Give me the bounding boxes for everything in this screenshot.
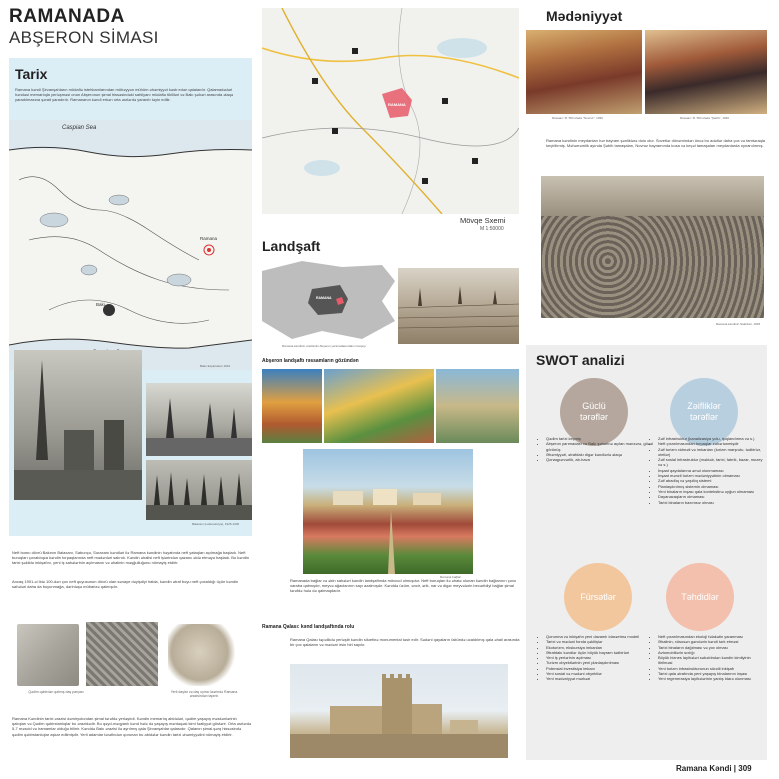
map-label-baku: Baki <box>96 302 105 307</box>
list-item: • Tarixi binaların dağılması və yox olması <box>658 645 766 650</box>
opportunities-list <box>540 634 656 682</box>
list-item: • Qorunma və inkişafın yeni davamlı idarəetmə modeli <box>546 634 656 639</box>
list-item: • İnşaat qaydalarına əməl olunmaması <box>658 468 766 473</box>
tarix-body-2: Ancaq 1901-ci ildə 100-dən çox neft quyusunun dövrü olan sənaye dəyişdiyi halda, kəndin ətraf boyu neft çoxaldığı üçün kəndin sahələri daha da boyunmağa, dərinləşə mübarizə qalmışdır. <box>12 579 239 590</box>
landsaft-body: Ramanada bağlar və əkin sahələri kəndin landşaftında mövcud olmuşdur. Neft buruqları ilə əhatə olunan kəndin bağlarının çoxu xaraba qalmışdır, meyvə ağaclarının sayı azalmışdır. Kənddə üzüm, əncir, ərik, nar və digər meyvələrin becərildiyi bağlar şimal tərəfdə hələ də qalmaqdadır. <box>290 578 517 594</box>
map-label-ramana: Ramana <box>200 236 218 241</box>
castle-body: Ramana Qalası təpəlikdə yerləşib kəndin siluetinə monumental təsir edir. Sədəni qayaların üstündə ucaldılmış qala əhali arasında bir çox qalaların və mədəni irsin biri sayılır. <box>290 637 520 648</box>
artifacts-body: Ramana Kəndinin tarixi ərazisi dəmiryolundan şimal tərəfdə yerləşirdi. Kəndin memarlıq abidələri, qədim yaşayış məskənlərinin qalıqları və Qədim qəbirstanlıqlar bu ərazidədir. Bu qəyd-məqyanlı kənd hələ də yaşayış məntəqəsi kimi fəaliyyət göstərir. Orta əsrlərdə 5-7 məscid və hamamlar olduğu bilinir. Kənddə Bakı ərazisi ilə ayrılmış qala Şirvanşahlar qalasıdır. Qalanın şimal-şərq hissəsində qədim qəbirstanlıqlar aşkar edilmişdir. Yerli adamlar tərəfindən qorunan bu abidələr kəndin tarixi əhəmiyyətini nümayiş etdirir. <box>12 716 252 737</box>
location-map-title: Mövqe Sxemi <box>460 216 506 225</box>
tarix-body: Neft bumu dövrü Bakının Balaxanı, Sabunçu, Suraxanı kəndləri ilə Ramana kəndinin həyatında neft yataqları açılmağa başladı. Neft buruqları çoxaldıqca kəndin torpaqlarında neft mədənləri salındı. Kəndin əhalisi neft işlərindən qazanc əldə etməyə başladı. Bu kəndin tarixi şəkildə inkişafını, yeni iş sahələrinin açılmasını və əhalinin məşğulluğunu nümayiş etdirir. <box>12 550 250 566</box>
location-map-scale: M 1:50000 <box>480 226 504 232</box>
list-item: • Neft çıxarılmasından torpaqlar zəhərlənmişdir <box>658 441 766 446</box>
list-item: • Zəif sosial infrastruktur (məktəb, tarixi, fabrik, bazar, muzey və s.) <box>658 457 766 468</box>
page-title: RAMANADA <box>9 6 125 27</box>
list-item: • Əhəmiyyəti, ətrafdakı digər kəndlərlə əlaqə <box>546 452 656 457</box>
map-label-sea-top: Caspian Sea <box>62 125 97 131</box>
opportunities-circle <box>564 563 632 631</box>
painting-gardens-caption: Ramana bağları <box>440 575 462 579</box>
opportunities-title: Fürsətlər <box>580 591 616 602</box>
strengths-title: Güclü tərəflər <box>579 401 608 422</box>
weaknesses-title: Zəifliklər tərəflər <box>687 401 721 422</box>
oil-photo-caption: Balaxanı (Laboratoriya), 1925-1930 <box>192 522 240 526</box>
list-item: • Neft çıxarılmasından ekoloji fəlakətin yaranması <box>658 634 766 639</box>
oil-derricks-photo-1 <box>146 383 252 456</box>
list-item: • Yeni sosial və mədəni obyektlər <box>546 671 656 676</box>
list-item: • Planlaşdırılmış sistemin olmaması <box>658 484 766 489</box>
list-item: • Tarixi və mədəni fonda çəkilişlər <box>546 639 656 644</box>
villagers-photo-caption: Ramana kəndinin Sakinləri, 1918 <box>715 322 760 326</box>
castle-heading: Ramana Qalası: kənd landşaftında rolu <box>262 624 355 630</box>
location-map-highlight-label: RAMANA <box>388 102 406 107</box>
list-item: • Yeni mədəniyyət mərkəzi <box>546 676 656 681</box>
page-subtitle: ABŞERON SİMASI <box>9 28 159 47</box>
stone-fragment-photo <box>17 624 79 686</box>
ramana-castle-photo <box>290 664 508 758</box>
list-item: • Zəif infrastruktur (kanalizasiya yolu, işıqlandırma və s.) <box>658 436 766 441</box>
list-item: • Zəif turizm xidməti və imkanları (turizm marşrutu, tədbirlər, otellər) <box>658 447 766 458</box>
oil-derricks-photo-2 <box>146 460 252 520</box>
historic-map <box>9 120 252 370</box>
strengths-list <box>540 436 656 462</box>
oil-field-photo-large <box>14 350 142 500</box>
painting-1 <box>262 369 322 443</box>
list-item: • Ekoturizm, ekskursiya imkanları <box>546 645 656 650</box>
carved-stone-photo <box>86 622 158 686</box>
medeniyyet-heading: Mədəniyyət <box>546 8 623 24</box>
list-item: • İnşaat mənzil turizm mədəniyyətinin olmaması <box>658 473 766 478</box>
painting-2 <box>324 369 434 443</box>
map-credit: Baku Exploration 1910 <box>200 364 231 368</box>
list-item: • Dayanacaqların olmaması <box>658 494 766 499</box>
threats-title: Təhdidlər <box>681 591 719 602</box>
list-item: • Böyük biznes layihələri səbəbindən kəndin kimliyinin itirilməsi <box>658 655 766 666</box>
location-map <box>262 8 519 214</box>
threats-circle <box>666 563 734 631</box>
threats-list <box>652 634 766 682</box>
landsaft-map <box>262 261 395 341</box>
list-item: • Qonaqpərvərlik, ab-hava <box>546 457 656 462</box>
list-item: • Avtomobillərin sıxlığı <box>658 650 766 655</box>
oilfield-landscape-photo <box>398 268 519 344</box>
painting-3 <box>436 369 519 443</box>
list-item: • Abşeron yarımadası və Bakı şəhərinə açılan mənzərə, gözəl görünüş <box>546 441 656 452</box>
villagers-crowd-photo <box>541 176 764 318</box>
list-item: • Qədim tarixi keçmiş <box>546 436 656 441</box>
list-item: • Əhalinin, xüsusən gənclərin kəndi tərk etməsi <box>658 639 766 644</box>
culture-painting-1 <box>526 30 642 114</box>
culture-painting-1-caption: Rəssam: Ə. Əzimzadə "Novruz", 1930 <box>552 116 603 120</box>
medeniyyet-body: Ramana kəndinin meydanları hər bayram şənliklərə dolu olur. Sovetlər dönəmindən öncə bu adətlər daha çox və tamtəraqla keçirilirmiş. Məhərrəmlik ayında Şəbih tamaşaları, Novruz bayramında kosa və keçəl tamaşaları meydanlarda oynanılırmış. <box>546 138 766 149</box>
painting-gardens <box>303 449 473 574</box>
list-item: • Yeni binaların inşası qala kontekstinə uyğun olmaması <box>658 489 766 494</box>
weaknesses-list <box>652 436 766 505</box>
tarix-heading: Tarix <box>15 66 48 82</box>
landsaft-heading: Landşaft <box>262 238 321 254</box>
list-item: • Yeni regenerasiya layihələrinin yanlış idarə olunması <box>658 676 766 681</box>
tarix-intro: Ramana kəndi Şirvanşahların müdafiə istehkamlarından mühəyyən mühüm əhəmiyyət kəsb edən qalalardır. Qalamadədəri həndəsi memarlıqla yerləşməsi onun Abşeronun şimal hissəsindəki sahilyanı müdafiə tikililəri və Bakı şəhəri arasında əlaqə yaradılmasına şərait yaradırdı. Ramananın kəndi erkən orta əsrlərdə yaranıb təyin edilir. <box>15 87 234 103</box>
artifact-caption-2: Yerli daşlar və daş oyma üzərində Ramana ərazisindən tapıntı <box>170 690 238 698</box>
list-item: • Ətrafdakı kəndlər üçün böyük bayram tədbirləri <box>546 650 656 655</box>
artifact-caption-1: Qədim qəbirdən qalmış daş parçası <box>28 690 84 694</box>
list-item: • Potensial investisiya imkanı <box>546 666 656 671</box>
list-item: • Turizm obyektlərinin yeni planlaşdırılması <box>546 660 656 665</box>
culture-painting-2-caption: Rəssam: Ə. Əzimzadə "Şəbih", 1930 <box>680 116 729 120</box>
list-item: • Tarixi qala ətrafında yeni yaşayış binalarının inşası <box>658 671 766 676</box>
list-item: • Zəif abadlıq və yaşıllıq sistemi <box>658 478 766 483</box>
list-item: • Yeni turizm infrastrukturunun sürətli inkişafı <box>658 666 766 671</box>
culture-painting-2 <box>645 30 767 114</box>
page-footer: Ramana Kəndi | 309 <box>676 764 752 773</box>
painters-heading: Abşeron landşaftı rəssamların gözündən <box>262 358 359 364</box>
landsaft-map-label: RAMANA <box>316 296 332 300</box>
landsaft-map-caption: Ramana kəndinin ərazisinin Abşeron yarımadasındakı mövqeyi <box>282 344 366 348</box>
list-item: • Tarixi binaların baxımsız olması <box>658 500 766 505</box>
swot-heading: SWOT analizi <box>536 352 625 368</box>
found-stone-photo <box>168 624 238 686</box>
list-item: • Yeni iş yerlərinin açılması <box>546 655 656 660</box>
